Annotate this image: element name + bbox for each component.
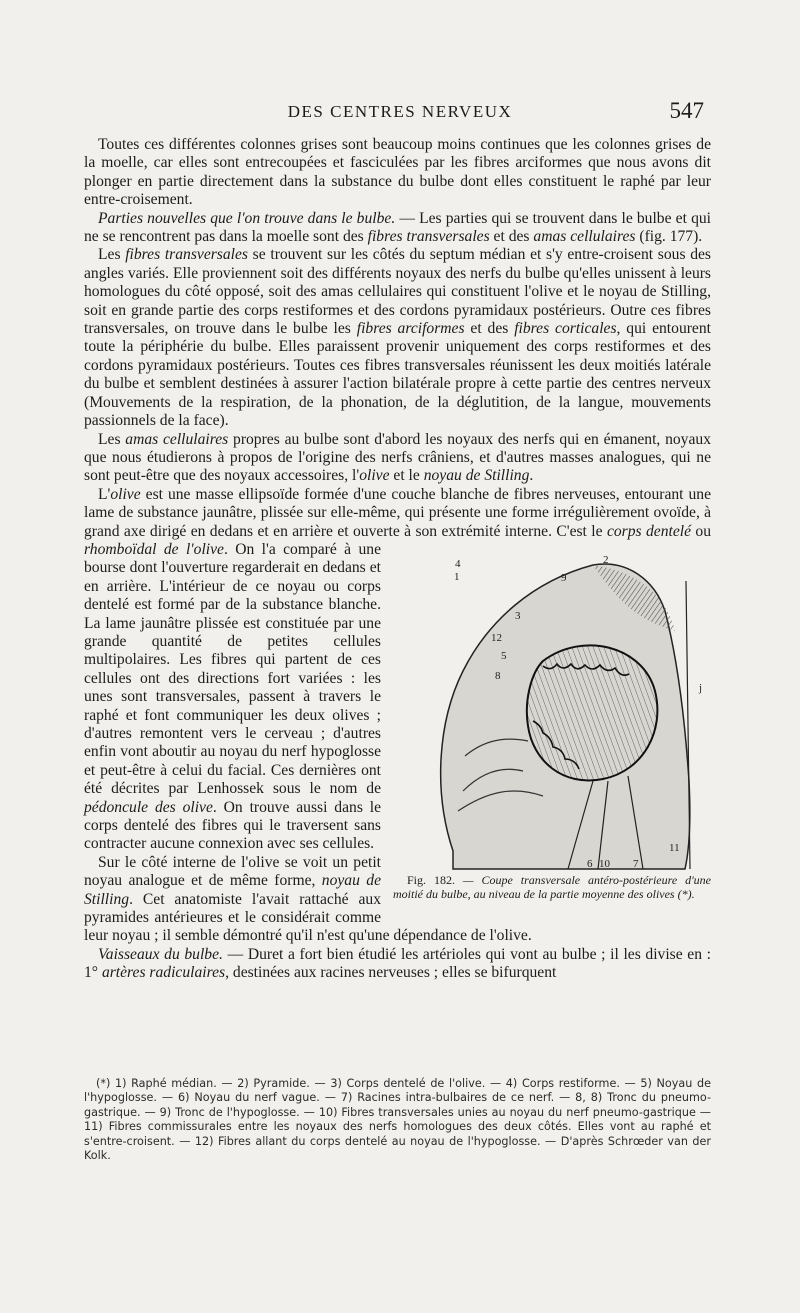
figure-caption: Fig. 182. — Coupe transversale antéro-postérieure d'une moitié du bulbe, au niveau de la partie moyenne des olives (*). [393, 872, 711, 902]
fig-label-j: j [699, 681, 703, 694]
fig-label-4: 4 [455, 557, 461, 570]
paragraph-new-parts: Parties nouvelles que l'on trouve dans le bulbe. — Les parties qui se trouvent dans le bulbe et qui ne se rencontrent pas dans la moelle sont des fibres transversales et des amas cellulaires (fig. 177). [84, 209, 711, 246]
fig-label-9: 9 [561, 571, 567, 584]
fig-label-1: 1 [454, 570, 460, 583]
paragraph-gray-columns: Toutes ces différentes colonnes grises sont beaucoup moins continues que les colonnes grises de la moelle, car elles sont entrecoupées et fasciculées par les fibres arciformes que nous avons dit plonger en partie directement dans la substance du bulbe dont elles constituent le raphé par leur entre-croisement. [84, 136, 711, 209]
figure-number: Fig. 182. [407, 872, 455, 887]
main-text [84, 136, 711, 983]
footnote-figure-legend: (*) 1) Raphé médian. — 2) Pyramide. — 3) Corps dentelé de l'olive. — 4) Corps restiforme. — 5) Noyau de l'hypoglosse. — 6) Noyau du nerf vague. — 7) Racines intra-bulbaires de ce nerf. — 8, 8) Tronc du pneumo-gastrique. — 9) Tronc de l'hypoglosse. — 10) Fibres transversales unies au noyau du nerf pneumo-gastrique — 11) Fibres commissurales entre les noyaux des nerfs homologues des deux côtés. Elles vont au raphé et s'entre-croisent. — 12) Fibres allant du corps dentelé au noyau de l'hypoglosse. — D'après Schrœder van der Kolk. [84, 1077, 711, 1163]
dentate-body [527, 645, 658, 780]
paragraph-vessels: Vaisseaux du bulbe. — Duret a fort bien étudié les artérioles qui vont au bulbe ; il les divise en : 1° artères radiculaires, destinées aux racines nerveuses ; elles se bifurquent [84, 945, 712, 982]
section-heading-vessels: Vaisseaux du bulbe. [98, 945, 223, 963]
paragraph-transverse-fibers: Les fibres transversales se trouvent sur les côtés du septum médian et s'y entre-croisent sous des angles variés. Elle proviennent soit des différents noyaux des nerfs du bulbe qu'elles unissent à leurs homologues du côté opposé, soit des amas cellulaires qui constituent l'olive et le noyau de Stilling, soit en grande partie des corps restiformes et des cordons pyramidaux postérieurs. Outre ces fibres transversales, on trouve dans le bulbe les fibres arciformes et des fibres corticales, qui entourent toute la périphérie du bulbe. Elles paraissent provenir uniquement des corps restiformes et des cordons pyramidaux postérieurs. Toutes ces fibres transversales réunissent les deux moitiés latérale du bulbe et semblent destinées à assurer l'action bilatérale propre à cette partie des centres nerveux (Mouvements de la respiration, de la phonation, de la déglutition, de la langue, mouvements passionnels de la face). [84, 246, 711, 430]
fig-label-10: 10 [599, 857, 610, 870]
section-heading: Parties nouvelles que l'on trouve dans le bulbe. [98, 209, 396, 227]
page-number: 547 [669, 98, 704, 123]
figure-182 [393, 551, 711, 911]
paragraph-olive-part2: corps dentelé ou rhomboïdal de l'olive. On l'a comparé à une bourse dont l'ouverture regarderait en dedans et en arrière. L'intérieur de ce noyau ou corps dentelé est formé par de la substance blanche. La lame jaunâtre plissée est constituée par une grande quantité de petites cellules multipolaires. Les fibres qui partent de ces cellules ont des directions fort variées : les unes sont transversales, passent à travers le raphé et font communiquer les deux olives ; d'autres remontent vers le cerveau ; d'autres enfin vont aboutir au noyau du nerf hypoglosse et peut-être à celui du facial. Ces dernières ont été décrites par Lenhossek sous le nom de pédoncule des olive. On trouve aussi dans le corps dentelé des fibres qui le traversent sans contracter aucune connexion avec ses cellules. [84, 522, 712, 853]
running-title: DES CENTRES NERVEUX [287, 102, 513, 121]
fig-label-12: 12 [491, 631, 502, 644]
paragraph-olive: L'olive est une masse ellipsoïde formée d'une couche blanche de fibres nerveuses, entourant une lame de substance jaunâtre, plissée sur elle-même, qui présente une forme irrégulièrement ovoïde, à grand axe dirigé en dedans et en arrière et ouverte à son extrémité interne. C'est le 4 1 2 9 3 12 5 8 j 10 6 7 11 Fig. 182. — Coupe transversale antéro-postérieure d'une moitié du bulbe, au niveau de la partie moyenne des olives (*). corps dentelé ou rhomboïdal de l'olive. On l'a comparé à une bourse dont l'ouverture regarderait en dedans et en arrière. L'intérieur de ce noyau ou corps dentelé est formé par de la substance blanche. La lame jaunâtre plissée est constituée par une grande quantité de petites cellules multipolaires. Les fibres qui partent de ces cellules ont des directions fort variées : les unes sont transversales, passent à travers le raphé et font communiquer les deux olives ; d'autres remontent vers le cerveau ; d'autres enfin vont aboutir au noyau du nerf hypoglosse et peut-être à celui du facial. Ces dernières ont été décrites par Lenhossek sous le nom de pédoncule des olive. On trouve aussi dans le corps dentelé des fibres qui le traversent sans contracter aucune connexion avec ses cellules. [84, 486, 711, 854]
fig-label-8: 8 [495, 669, 501, 682]
fig-label-6: 6 [587, 857, 593, 870]
paragraph-cell-masses: Les amas cellulaires propres au bulbe sont d'abord les noyaux des nerfs qui en émanent, noyaux que nous étudierons à propos de l'origine des nerfs crâniens, et d'autres masses analogues, qui ne sont peut-être que des noyaux accessoires, l'olive et le noyau de Stilling. [84, 430, 711, 485]
paragraph-stilling: Sur le côté interne de l'olive se voit un petit noyau analogue et de même forme, noyau de Stilling. Cet anatomiste l'avait rattaché aux pyramides antérieures et le considérait comme leur noyau ; il semble démontré qu'il n'est qu'une dépendance de l'olive. [84, 853, 532, 945]
paragraph-olive-part1: est une masse ellipsoïde formée d'une couche blanche de fibres nerveuses, entourant une lame de substance jaunâtre, plissée sur elle-même, qui présente une forme irrégulièrement ovoïde, à grand axe dirigé en dedans et en arrière et ouverte à son extrémité interne. C'est le [84, 485, 711, 540]
footnotes [84, 1077, 711, 1163]
bulb-section-illustration [393, 551, 711, 871]
fig-label-7: 7 [633, 857, 639, 870]
page-header [0, 98, 800, 128]
fig-label-11: 11 [669, 841, 680, 854]
fig-label-3: 3 [515, 609, 521, 622]
fig-label-5: 5 [501, 649, 507, 662]
fig-label-2: 2 [603, 553, 609, 566]
